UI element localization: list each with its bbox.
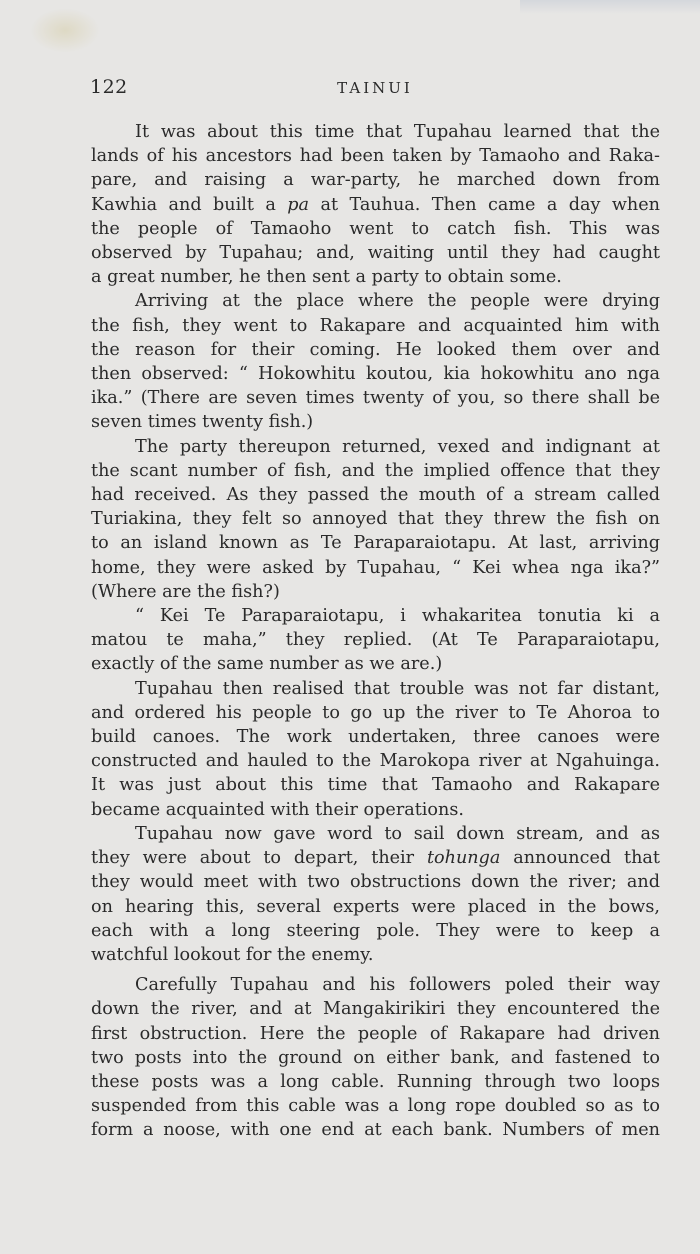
text-line: down the river, and at Mangakirikiri they encountered the [91, 999, 660, 1020]
text-line: It was just about this time that Tamaoho and Rakapare [91, 775, 660, 796]
text-line: (Where are the fish?) [91, 581, 280, 602]
text-line: Arriving at the place where the people were drying [135, 291, 660, 312]
text-line: two posts into the ground on either bank, and fastened to [91, 1047, 660, 1068]
text-line: observed by Tupahau; and, waiting until they had caught [91, 243, 660, 264]
text-line: had received. As they passed the mouth of a stream called [91, 485, 660, 506]
paragraph [91, 822, 660, 967]
text-line: Carefully Tupahau and his followers poled their way [135, 975, 660, 996]
text-line: became acquainted with their operations. [91, 799, 464, 820]
paragraph [91, 435, 660, 604]
page-edge-tint [520, 0, 700, 14]
text-line: Turiakina, they felt so annoyed that they threw the fish on [91, 509, 660, 530]
page-number: 122 [90, 76, 128, 98]
paragraph [91, 973, 660, 1142]
text-line: “ Kei Te Paraparaiotapu, i whakaritea tonutia ki a [135, 606, 660, 627]
text-line: Kawhia and built a pa at Tauhua. Then came a day when [91, 194, 661, 215]
text-line: It was about this time that Tupahau learned that the [135, 122, 660, 142]
running-head: TAINUI [337, 79, 413, 97]
text-line: Tupahau now gave word to sail down stream, and as [135, 823, 660, 844]
text-line: the reason for their coming. He looked them over and [91, 339, 660, 360]
text-line: on hearing this, several experts were placed in the bows, [91, 896, 660, 917]
text-line: watchful lookout for the enemy. [91, 944, 374, 965]
text-line: matou te maha,” they replied. (At Te Paraparaiotapu, [91, 630, 660, 651]
paragraph [91, 677, 660, 822]
text-line: pare, and raising a war-party, he marched down from [91, 170, 660, 191]
text-line: they would meet with two obstructions down the river; and [91, 872, 660, 893]
text-line: first obstruction. Here the people of Rakapare had driven [91, 1023, 660, 1044]
text-line: seven times twenty fish.) [91, 412, 314, 433]
text-line: build canoes. The work undertaken, three canoes were [91, 727, 660, 748]
text-line: they were about to depart, their tohunga announced that [91, 848, 660, 869]
text-line: ika.” (There are seven times twenty of you, so there shall be [91, 388, 660, 409]
body-text [91, 120, 660, 1143]
text-line: to an island known as Te Paraparaiotapu. At last, arriving [91, 533, 660, 554]
text-line: constructed and hauled to the Marokopa river at Ngahuinga. [91, 751, 660, 772]
text-line: suspended from this cable was a long rope doubled so as to [91, 1096, 660, 1117]
text-line: the people of Tamaoho went to catch fish. This was [91, 218, 660, 239]
text-line: and ordered his people to go up the river to Te Ahoroa to [91, 702, 660, 723]
paragraph [91, 289, 660, 434]
text-line: exactly of the same number as we are.) [91, 654, 443, 675]
paragraph [91, 604, 660, 677]
page-stain [30, 8, 100, 53]
text-line: lands of his ancestors had been taken by Tamaoho and Raka- [91, 146, 660, 167]
text-line: then observed: “ Hokowhitu koutou, kia hokowhitu ano nga [91, 364, 660, 385]
text-line: The party thereupon returned, vexed and indignant at [135, 436, 660, 457]
text-line: these posts was a long cable. Running through two loops [91, 1071, 660, 1092]
text-line: the scant number of fish, and the implied offence that they [91, 460, 660, 481]
text-line: each with a long steering pole. They were to keep a [91, 920, 660, 941]
text-line: Tupahau then realised that trouble was not far distant, [135, 678, 660, 699]
text-line: form a noose, with one end at each bank. Numbers of men [91, 1120, 660, 1141]
page-header [90, 76, 660, 102]
text-line: a great number, he then sent a party to obtain some. [91, 267, 562, 288]
text-line: home, they were asked by Tupahau, “ Kei whea nga ika?” [91, 557, 660, 578]
paragraph [91, 120, 660, 289]
text-line: the fish, they went to Rakapare and acquainted him with [91, 315, 660, 336]
